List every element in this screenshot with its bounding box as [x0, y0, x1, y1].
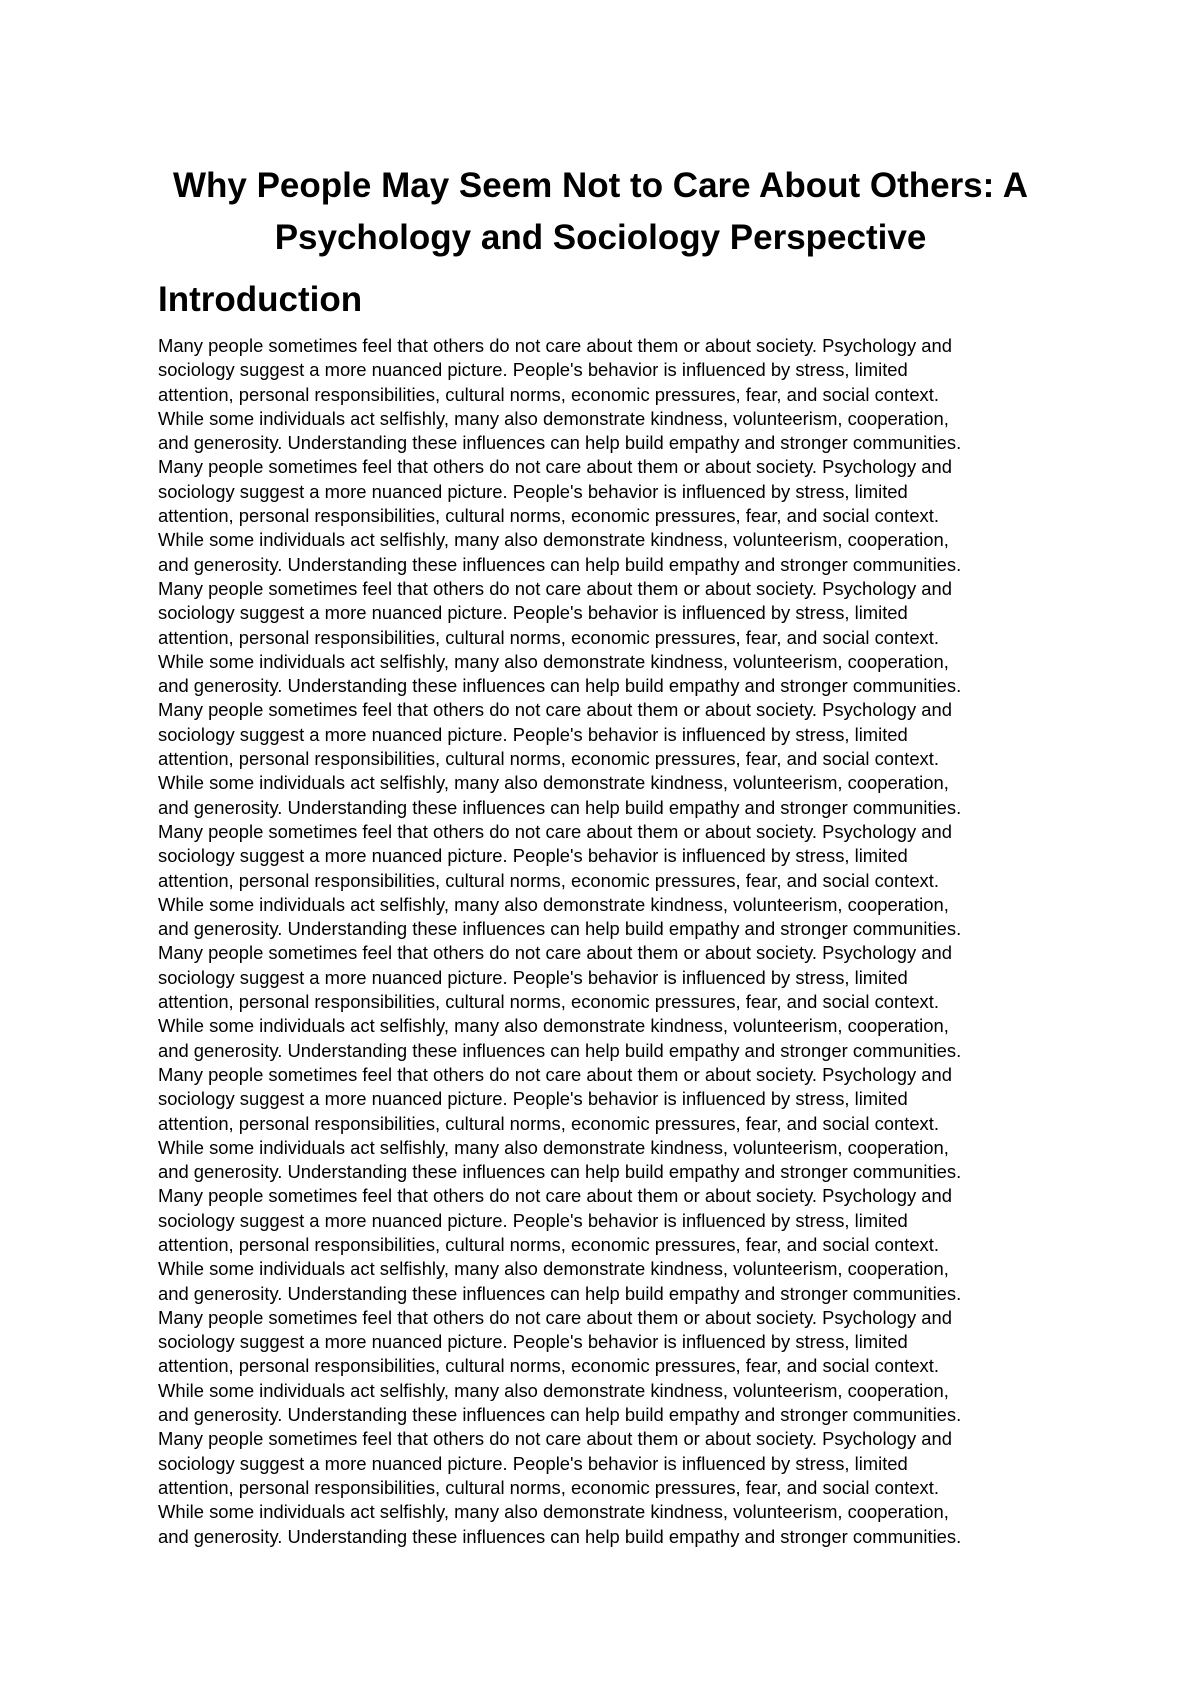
paragraph-line: attention, personal responsibilities, cultural norms, economic pressures, fear, and social context.: [158, 383, 939, 405]
paragraph-line: and generosity. Understanding these influences can help build empathy and stronger communities.: [158, 1282, 962, 1304]
paragraph-line: While some individuals act selfishly, many also demonstrate kindness, volunteerism, cooperation,: [158, 1258, 949, 1280]
paragraph-line: and generosity. Understanding these influences can help build empathy and stronger communities.: [158, 1404, 962, 1426]
paragraph-line: Many people sometimes feel that others do not care about them or about society. Psychology and: [158, 1063, 952, 1085]
paragraph-line: sociology suggest a more nuanced picture. People's behavior is influenced by stress, limited: [158, 723, 908, 745]
paragraph-line: Many people sometimes feel that others do not care about them or about society. Psychology and: [158, 699, 952, 721]
paragraph-line: While some individuals act selfishly, many also demonstrate kindness, volunteerism, cooperation,: [158, 1015, 949, 1037]
paragraph-line: attention, personal responsibilities, cultural norms, economic pressures, fear, and social context.: [158, 1355, 939, 1377]
paragraph-line: attention, personal responsibilities, cultural norms, economic pressures, fear, and social context.: [158, 991, 939, 1013]
introduction-paragraph: [158, 334, 1043, 1549]
paragraph-line: and generosity. Understanding these influences can help build empathy and stronger communities.: [158, 1161, 962, 1183]
paragraph-line: Many people sometimes feel that others do not care about them or about society. Psychology and: [158, 577, 952, 599]
paragraph-line: and generosity. Understanding these influences can help build empathy and stronger communities.: [158, 918, 962, 940]
paragraph-line: sociology suggest a more nuanced picture. People's behavior is influenced by stress, limited: [158, 1088, 908, 1110]
paragraph-line: While some individuals act selfishly, many also demonstrate kindness, volunteerism, cooperation,: [158, 772, 949, 794]
paragraph-line: Many people sometimes feel that others do not care about them or about society. Psychology and: [158, 942, 952, 964]
paragraph-line: Many people sometimes feel that others do not care about them or about society. Psychology and: [158, 1185, 952, 1207]
paragraph-line: attention, personal responsibilities, cultural norms, economic pressures, fear, and social context.: [158, 1233, 939, 1255]
paragraph-line: While some individuals act selfishly, many also demonstrate kindness, volunteerism, cooperation,: [158, 1379, 949, 1401]
paragraph-line: Many people sometimes feel that others do not care about them or about society. Psychology and: [158, 335, 952, 356]
paragraph-line: sociology suggest a more nuanced picture. People's behavior is influenced by stress, limited: [158, 1331, 908, 1353]
paragraph-line: and generosity. Understanding these influences can help build empathy and stronger communities.: [158, 553, 962, 575]
paragraph-line: sociology suggest a more nuanced picture. People's behavior is influenced by stress, limited: [158, 1209, 908, 1231]
paragraph-line: While some individuals act selfishly, many also demonstrate kindness, volunteerism, cooperation,: [158, 407, 949, 429]
document-title: Why People May Seem Not to Care About Others: A Psychology and Sociology Perspective: [172, 166, 1029, 257]
paragraph-line: and generosity. Understanding these influences can help build empathy and stronger communities.: [158, 432, 962, 454]
paragraph-line: attention, personal responsibilities, cultural norms, economic pressures, fear, and social context.: [158, 869, 939, 891]
paragraph-line: While some individuals act selfishly, many also demonstrate kindness, volunteerism, cooperation,: [158, 650, 949, 672]
paragraph-line: and generosity. Understanding these influences can help build empathy and stronger communities.: [158, 1039, 962, 1061]
paragraph-line: and generosity. Understanding these influences can help build empathy and stronger communities.: [158, 675, 962, 697]
paragraph-line: While some individuals act selfishly, many also demonstrate kindness, volunteerism, cooperation,: [158, 1136, 949, 1158]
paragraph-line: Many people sometimes feel that others do not care about them or about society. Psychology and: [158, 456, 952, 478]
paragraph-line: attention, personal responsibilities, cultural norms, economic pressures, fear, and social context.: [158, 626, 939, 648]
paragraph-line: Many people sometimes feel that others do not care about them or about society. Psychology and: [158, 820, 952, 842]
paragraph-line: sociology suggest a more nuanced picture. People's behavior is influenced by stress, limited: [158, 1452, 908, 1474]
paragraph-line: While some individuals act selfishly, many also demonstrate kindness, volunteerism, cooperation,: [158, 893, 949, 915]
paragraph-line: attention, personal responsibilities, cultural norms, economic pressures, fear, and social context.: [158, 1476, 939, 1498]
paragraph-line: sociology suggest a more nuanced picture. People's behavior is influenced by stress, limited: [158, 359, 908, 381]
paragraph-line: sociology suggest a more nuanced picture. People's behavior is influenced by stress, limited: [158, 480, 908, 502]
paragraph-line: attention, personal responsibilities, cultural norms, economic pressures, fear, and social context.: [158, 1112, 939, 1134]
paragraph-line: sociology suggest a more nuanced picture. People's behavior is influenced by stress, limited: [158, 602, 908, 624]
paragraph-line: Many people sometimes feel that others do not care about them or about society. Psychology and: [158, 1428, 952, 1450]
paragraph-line: attention, personal responsibilities, cultural norms, economic pressures, fear, and social context.: [158, 748, 939, 770]
paragraph-line: Many people sometimes feel that others do not care about them or about society. Psychology and: [158, 1306, 952, 1328]
paragraph-line: sociology suggest a more nuanced picture. People's behavior is influenced by stress, limited: [158, 966, 908, 988]
section-heading-introduction: Introduction: [158, 280, 363, 319]
paragraph-line: and generosity. Understanding these influences can help build empathy and stronger communities.: [158, 1525, 962, 1547]
paragraph-line: and generosity. Understanding these influences can help build empathy and stronger communities.: [158, 796, 962, 818]
paragraph-line: attention, personal responsibilities, cultural norms, economic pressures, fear, and social context.: [158, 505, 939, 527]
paragraph-line: sociology suggest a more nuanced picture. People's behavior is influenced by stress, limited: [158, 845, 908, 867]
paragraph-line: While some individuals act selfishly, many also demonstrate kindness, volunteerism, cooperation,: [158, 529, 949, 551]
document-content: [158, 160, 1043, 1549]
paragraph-line: While some individuals act selfishly, many also demonstrate kindness, volunteerism, cooperation,: [158, 1501, 949, 1523]
